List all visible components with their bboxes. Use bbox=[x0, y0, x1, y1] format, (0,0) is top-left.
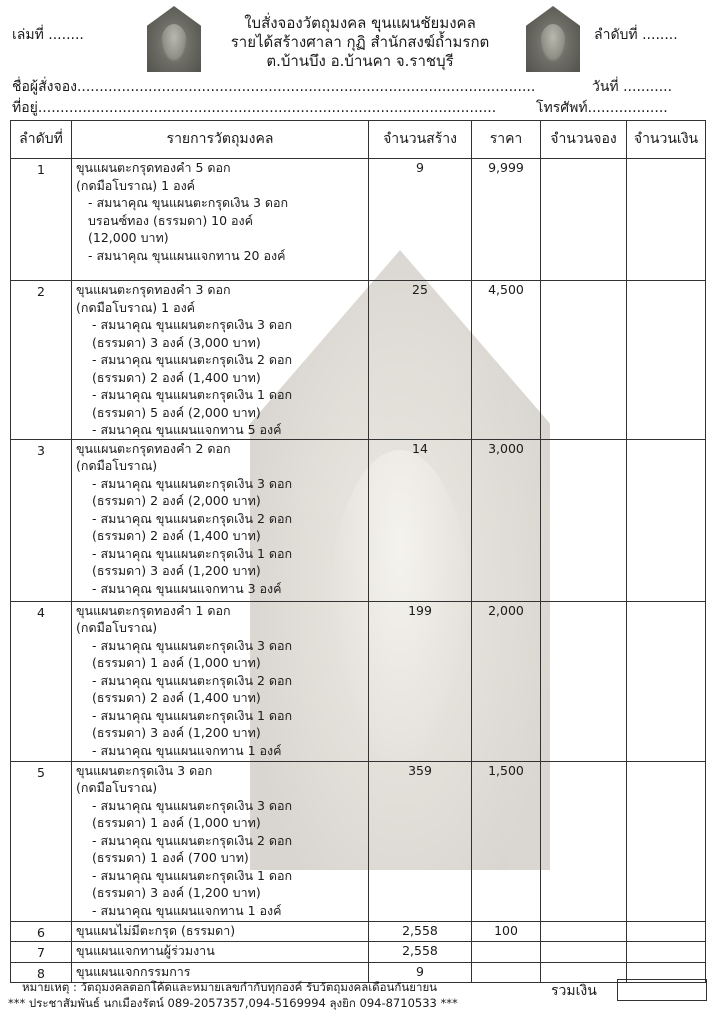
table-header-row bbox=[11, 121, 706, 159]
bonus-line: (ธรรมดา) 2 องค์ (1,400 บาท) bbox=[92, 369, 261, 385]
total-label: รวมเงิน bbox=[551, 983, 597, 999]
amount-cell[interactable] bbox=[627, 281, 706, 440]
item-description bbox=[72, 439, 369, 601]
quantity-cell: 9 bbox=[369, 159, 472, 281]
bonus-line: - สมนาคุณ ขุนแผนตะกรุดเงิน 3 ดอก bbox=[92, 475, 293, 491]
amount-cell[interactable] bbox=[627, 159, 706, 281]
bonus-line: (ธรรมดา) 3 องค์ (1,200 บาท) bbox=[92, 725, 261, 740]
bonus-line: (ธรรมดา) 1 องค์ (700 บาท) bbox=[92, 850, 249, 865]
item-description bbox=[72, 942, 369, 963]
row-number: 5 bbox=[11, 761, 72, 921]
price-cell: 100 bbox=[472, 921, 541, 942]
bonus-line: (ธรรมดา) 3 องค์ (3,000 บาท) bbox=[92, 334, 261, 350]
item-description bbox=[72, 281, 369, 440]
item-description bbox=[72, 601, 369, 761]
footer-note: หมายเหตุ : วัตถุมงคลตอกโค้ดและหมายเลขกำกับทุกองค์ รับวัตถุมงคลเดือนกันยายน bbox=[22, 980, 438, 994]
row-number: 8 bbox=[11, 962, 72, 983]
amount-cell[interactable] bbox=[627, 761, 706, 921]
bonus-line: - สมนาคุณ ขุนแผนแจกทาน 3 องค์ bbox=[92, 580, 282, 596]
item-title-line: ขุนแผนตะกรุดทองคำ 2 ดอก bbox=[76, 440, 231, 456]
phone-field[interactable]: โทรศัพท์.................. bbox=[536, 100, 668, 116]
item-title-line: ขุนแผนตะกรุดทองคำ 5 ดอก bbox=[76, 160, 231, 175]
bonus-line: (12,000 บาท) bbox=[88, 230, 169, 245]
book-number-label: เล่มที่ ........ bbox=[12, 27, 84, 43]
row-number: 7 bbox=[11, 942, 72, 963]
item-title-line: (กดมือโบราณ) 1 องค์ bbox=[76, 299, 196, 315]
bonus-line: - สมนาคุณ ขุนแผนตะกรุดเงิน 2 ดอก bbox=[92, 352, 293, 367]
column-header: จำนวนจอง bbox=[541, 121, 627, 159]
address-field[interactable]: ที่อยู่....................................................................................................... bbox=[12, 100, 497, 116]
bonus-line: (ธรรมดา) 2 องค์ (1,400 บาท) bbox=[92, 690, 261, 705]
bonus-line: - สมนาคุณ ขุนแผนตะกรุดเงิน 1 ดอก bbox=[92, 545, 293, 561]
table-row bbox=[11, 761, 706, 921]
title-line-2: รายได้สร้างศาลา กุฏิ สำนักสงฆ์ถ้ำมรกต bbox=[230, 33, 490, 51]
title-line-1: ใบสั่งจองวัตถุมงคล ขุนแผนชัยมงคล bbox=[244, 14, 476, 32]
row-number: 2 bbox=[11, 281, 72, 440]
quantity-cell: 25 bbox=[369, 281, 472, 440]
amount-cell[interactable] bbox=[627, 439, 706, 601]
quantity-cell: 199 bbox=[369, 601, 472, 761]
column-header: จำนวนเงิน bbox=[627, 121, 706, 159]
item-description bbox=[72, 921, 369, 942]
amount-cell[interactable] bbox=[627, 942, 706, 963]
date-field[interactable]: วันที่ ........... bbox=[592, 79, 673, 95]
quantity-cell: 9 bbox=[369, 962, 472, 983]
price-cell: 2,000 bbox=[472, 601, 541, 761]
reserve-qty-cell[interactable] bbox=[541, 601, 627, 761]
table-row bbox=[11, 942, 706, 963]
item-description bbox=[72, 761, 369, 921]
table-row bbox=[11, 439, 706, 601]
bonus-line: (ธรรมดา) 3 องค์ (1,200 บาท) bbox=[92, 563, 261, 578]
item-title-line: ขุนแผนตะกรุดทองคำ 3 ดอก bbox=[76, 282, 231, 297]
item-title-line: (กดมือโบราณ) 1 องค์ bbox=[76, 177, 196, 193]
reserve-qty-cell[interactable] bbox=[541, 439, 627, 601]
amount-cell[interactable] bbox=[627, 921, 706, 942]
reserve-qty-cell[interactable] bbox=[541, 942, 627, 963]
sequence-number-label: ลำดับที่ ........ bbox=[594, 27, 678, 43]
bonus-line: (ธรรมดา) 1 องค์ (1,000 บาท) bbox=[92, 655, 261, 670]
total-amount-box[interactable] bbox=[617, 979, 707, 1001]
reserve-qty-cell[interactable] bbox=[541, 761, 627, 921]
orderer-name-field[interactable]: ชื่อผู้สั่งจอง....................................................................................................... bbox=[12, 79, 536, 95]
item-title-line: ขุนแผนไม่มีตะกรุด (ธรรมดา) bbox=[76, 922, 236, 938]
price-cell bbox=[472, 942, 541, 963]
bonus-line: (ธรรมดา) 2 องค์ (1,400 บาท) bbox=[92, 528, 261, 543]
item-title-line: ขุนแผนตะกรุดเงิน 3 ดอก bbox=[76, 762, 213, 778]
row-number: 6 bbox=[11, 921, 72, 942]
table-row bbox=[11, 921, 706, 942]
item-description bbox=[72, 159, 369, 281]
column-header: จำนวนสร้าง bbox=[369, 121, 472, 159]
table-row bbox=[11, 601, 706, 761]
quantity-cell: 2,558 bbox=[369, 942, 472, 963]
row-number: 1 bbox=[11, 159, 72, 281]
quantity-cell: 359 bbox=[369, 761, 472, 921]
title-line-3: ต.บ้านบึง อ.บ้านคา จ.ราชบุรี bbox=[266, 52, 454, 70]
bonus-line: - สมนาคุณ ขุนแผนตะกรุดเงิน 1 ดอก bbox=[92, 707, 293, 723]
reserve-qty-cell[interactable] bbox=[541, 281, 627, 440]
bonus-line: (ธรรมดา) 1 องค์ (1,000 บาท) bbox=[92, 815, 261, 830]
table-row bbox=[11, 281, 706, 440]
price-cell: 3,000 bbox=[472, 439, 541, 601]
amount-cell[interactable] bbox=[627, 601, 706, 761]
column-header: ลำดับที่ bbox=[11, 121, 72, 159]
quantity-cell: 14 bbox=[369, 439, 472, 601]
item-title-line: ขุนแผนแจกทานผู้ร่วมงาน bbox=[76, 943, 215, 958]
bonus-line: - สมนาคุณ ขุนแผนตะกรุดเงิน 2 ดอก bbox=[92, 832, 293, 848]
order-table bbox=[10, 120, 706, 983]
bonus-line: (ธรรมดา) 5 องค์ (2,000 บาท) bbox=[92, 404, 261, 420]
bonus-line: - สมนาคุณ ขุนแผนแจกทาน 5 องค์ bbox=[92, 422, 282, 437]
item-title-line: ขุนแผนตะกรุดทองคำ 1 ดอก bbox=[76, 602, 231, 618]
column-header: ราคา bbox=[472, 121, 541, 159]
item-title-line: (กดมือโบราณ) bbox=[76, 458, 158, 473]
bonus-line: บรอนซ์ทอง (ธรรมดา) 10 องค์ bbox=[88, 212, 254, 228]
table-row bbox=[11, 159, 706, 281]
bonus-line: - สมนาคุณ ขุนแผนตะกรุดเงิน 2 ดอก bbox=[92, 672, 293, 688]
bonus-line: - สมนาคุณ ขุนแผนตะกรุดเงิน 2 ดอก bbox=[92, 510, 293, 526]
bonus-line: (ธรรมดา) 2 องค์ (2,000 บาท) bbox=[92, 493, 261, 508]
quantity-cell: 2,558 bbox=[369, 921, 472, 942]
reserve-qty-cell[interactable] bbox=[541, 921, 627, 942]
price-cell: 1,500 bbox=[472, 761, 541, 921]
reserve-qty-cell[interactable] bbox=[541, 159, 627, 281]
column-header: รายการวัตถุมงคล bbox=[72, 121, 369, 159]
bonus-line: - สมนาคุณ ขุนแผนแจกทาน 1 องค์ bbox=[92, 742, 282, 758]
price-cell: 9,999 bbox=[472, 159, 541, 281]
bonus-line: - สมนาคุณ ขุนแผนแจกทาน 20 องค์ bbox=[88, 247, 286, 263]
bonus-line: - สมนาคุณ ขุนแผนตะกรุดเงิน 3 ดอก bbox=[92, 317, 293, 332]
price-cell: 4,500 bbox=[472, 281, 541, 440]
price-cell bbox=[472, 962, 541, 983]
row-number: 3 bbox=[11, 439, 72, 601]
bonus-line: - สมนาคุณ ขุนแผนตะกรุดเงิน 3 ดอก bbox=[92, 797, 293, 813]
footer-contact: *** ประชาสัมพันธ์ นกเมืองรัตน์ 089-2057357,094-5169994 ลุงยิก 094-8710533 *** bbox=[8, 996, 458, 1010]
item-title-line: (กดมือโบราณ) bbox=[76, 620, 158, 635]
bonus-line: - สมนาคุณ ขุนแผนตะกรุดเงิน 1 ดอก bbox=[92, 387, 293, 402]
row-number: 4 bbox=[11, 601, 72, 761]
bonus-line: - สมนาคุณ ขุนแผนแจกทาน 1 องค์ bbox=[92, 902, 282, 918]
bonus-line: - สมนาคุณ ขุนแผนตะกรุดเงิน 3 ดอก bbox=[88, 195, 289, 210]
bonus-line: - สมนาคุณ ขุนแผนตะกรุดเงิน 1 ดอก bbox=[92, 867, 293, 883]
bonus-line: - สมนาคุณ ขุนแผนตะกรุดเงิน 3 ดอก bbox=[92, 637, 293, 653]
bonus-line: (ธรรมดา) 3 องค์ (1,200 บาท) bbox=[92, 885, 261, 900]
item-title-line: (กดมือโบราณ) bbox=[76, 780, 158, 795]
item-title-line: ขุนแผนแจกกรรมการ bbox=[76, 963, 191, 979]
